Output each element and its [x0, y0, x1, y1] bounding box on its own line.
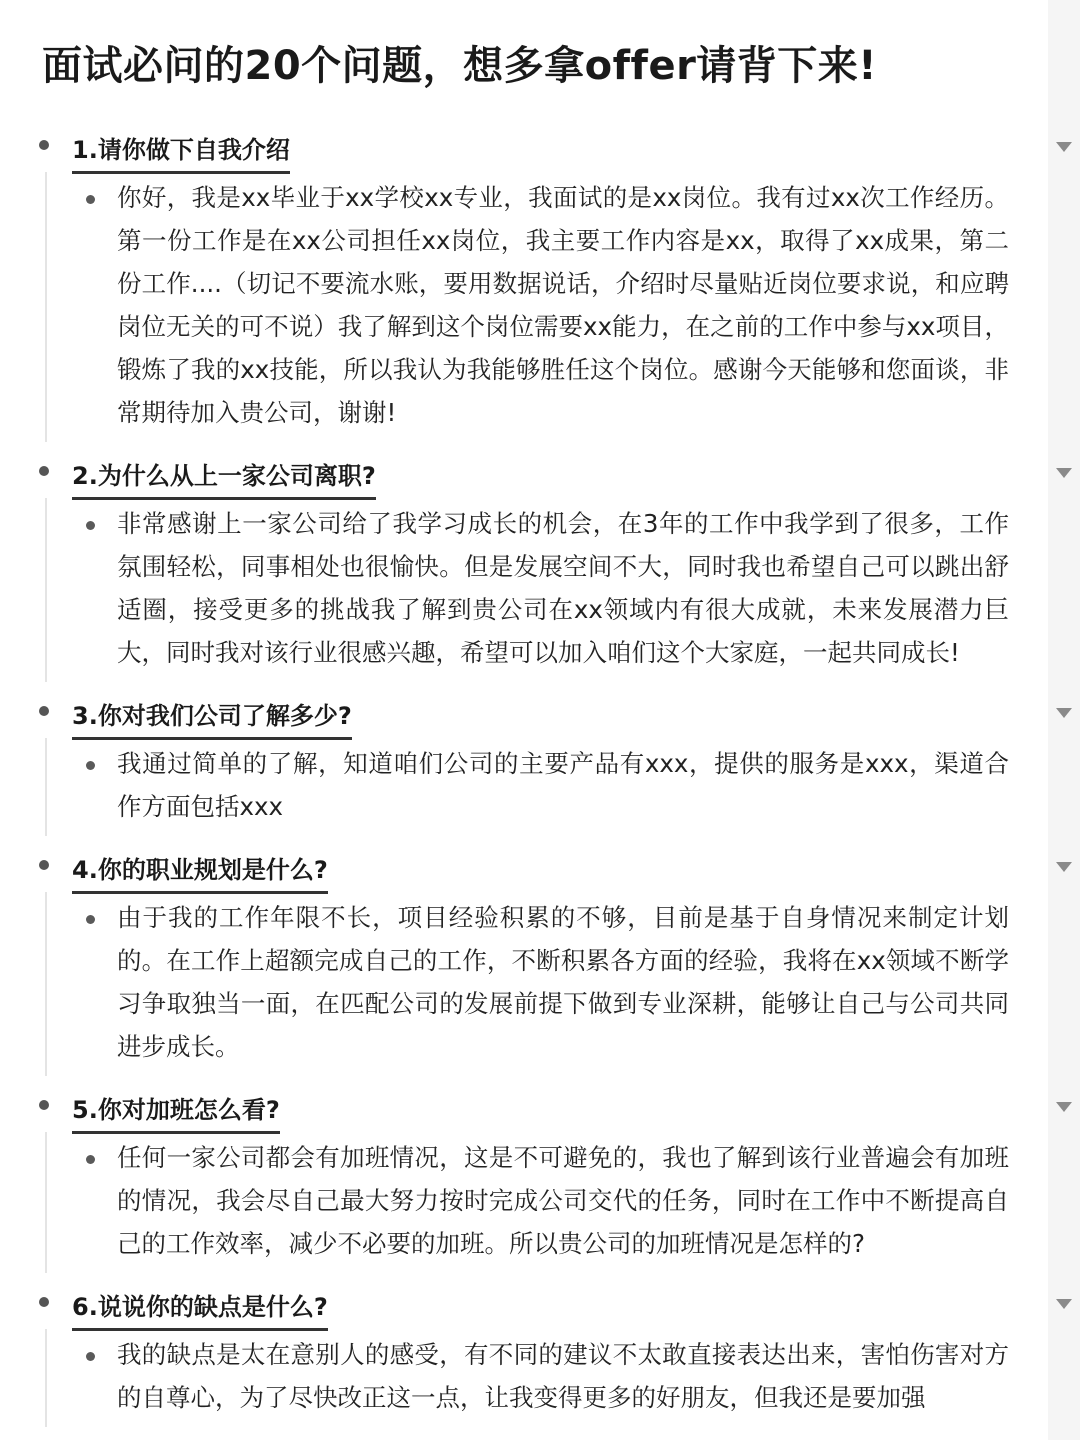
bullet-dot-icon[interactable]	[39, 1297, 49, 1307]
outline-list	[0, 122, 1040, 1433]
section-heading: 4.你的职业规划是什么?	[72, 850, 328, 894]
bullet-dot-icon[interactable]	[86, 521, 95, 530]
bullet-dot-icon[interactable]	[86, 761, 95, 770]
outline-section	[0, 448, 1040, 682]
section-body	[45, 1132, 1040, 1273]
section-body	[45, 172, 1040, 442]
answer-text: 我通过简单的了解，知道咱们公司的主要产品有xxx，提供的服务是xxx，渠道合作方面包括xxx	[117, 749, 1009, 821]
section-heading-row[interactable]	[0, 842, 1040, 892]
collapse-caret-icon[interactable]	[1056, 862, 1072, 872]
right-gutter	[1048, 0, 1080, 1440]
outline-section	[0, 1279, 1040, 1427]
page-title: 面试必问的20个问题，想多拿offer请背下来!	[42, 43, 878, 89]
collapse-caret-icon[interactable]	[1056, 1102, 1072, 1112]
bullet-dot-icon[interactable]	[86, 915, 95, 924]
section-heading-row[interactable]	[0, 122, 1040, 172]
bullet-dot-icon[interactable]	[86, 1155, 95, 1164]
collapse-caret-icon[interactable]	[1056, 142, 1072, 152]
section-heading: 6.说说你的缺点是什么?	[72, 1287, 328, 1331]
section-body	[45, 498, 1040, 682]
answer-text: 由于我的工作年限不长，项目经验积累的不够，目前是基于自身情况来制定计划的。在工作上超额完成自己的工作，不断积累各方面的经验，我将在xx领域不断学习争取独当一面，在匹配公司的发展前提下做到专业深耕，能够让自己与公司共同进步成长。	[117, 903, 1009, 1061]
section-heading: 1.请你做下自我介绍	[72, 130, 290, 174]
bullet-dot-icon[interactable]	[86, 1352, 95, 1361]
bullet-dot-icon[interactable]	[39, 1100, 49, 1110]
collapse-caret-icon[interactable]	[1056, 708, 1072, 718]
section-body	[45, 1329, 1040, 1427]
bullet-dot-icon[interactable]	[39, 466, 49, 476]
section-heading-row[interactable]	[0, 1279, 1040, 1329]
collapse-caret-icon[interactable]	[1056, 1299, 1072, 1309]
section-heading: 3.你对我们公司了解多少?	[72, 696, 352, 740]
collapse-caret-icon[interactable]	[1056, 468, 1072, 478]
answer-text: 任何一家公司都会有加班情况，这是不可避免的，我也了解到该行业普遍会有加班的情况，我会尽自己最大努力按时完成公司交代的任务，同时在工作中不断提高自己的工作效率，减少不必要的加班。所以贵公司的加班情况是怎样的?	[117, 1143, 1009, 1258]
section-body	[45, 892, 1040, 1076]
answer-text: 你好，我是xx毕业于xx学校xx专业，我面试的是xx岗位。我有过xx次工作经历。第一份工作是在xx公司担任xx岗位，我主要工作内容是xx，取得了xx成果，第二份工作....（切记不要流水账，要用数据说话，介绍时尽量贴近岗位要求说，和应聘岗位无关的可不说）我了解到这个岗位需要xx能力，在之前的工作中参与xx项目，锻炼了我的xx技能，所以我认为我能够胜任这个岗位。感谢今天能够和您面谈，非常期待加入贵公司，谢谢!	[117, 183, 1009, 427]
bullet-dot-icon[interactable]	[39, 706, 49, 716]
section-heading-row[interactable]	[0, 448, 1040, 498]
answer-text: 我的缺点是太在意别人的感受，有不同的建议不太敢直接表达出来，害怕伤害对方的自尊心，为了尽快改正这一点，让我变得更多的好朋友，但我还是要加强	[117, 1340, 1009, 1412]
outline-section	[0, 842, 1040, 1076]
section-heading-row[interactable]	[0, 688, 1040, 738]
outline-section	[0, 122, 1040, 442]
section-body	[45, 738, 1040, 836]
section-heading: 2.为什么从上一家公司离职?	[72, 456, 376, 500]
bullet-dot-icon[interactable]	[39, 860, 49, 870]
bullet-dot-icon[interactable]	[86, 195, 95, 204]
section-heading-row[interactable]	[0, 1082, 1040, 1132]
bullet-dot-icon[interactable]	[39, 140, 49, 150]
section-heading: 5.你对加班怎么看?	[72, 1090, 280, 1134]
outline-section	[0, 688, 1040, 836]
answer-text: 非常感谢上一家公司给了我学习成长的机会，在3年的工作中我学到了很多，工作氛围轻松，同事相处也很愉快。但是发展空间不大，同时我也希望自己可以跳出舒适圈，接受更多的挑战我了解到贵公司在xx领域内有很大成就，未来发展潜力巨大，同时我对该行业很感兴趣，希望可以加入咱们这个大家庭，一起共同成长!	[117, 509, 1009, 667]
outline-section	[0, 1082, 1040, 1273]
